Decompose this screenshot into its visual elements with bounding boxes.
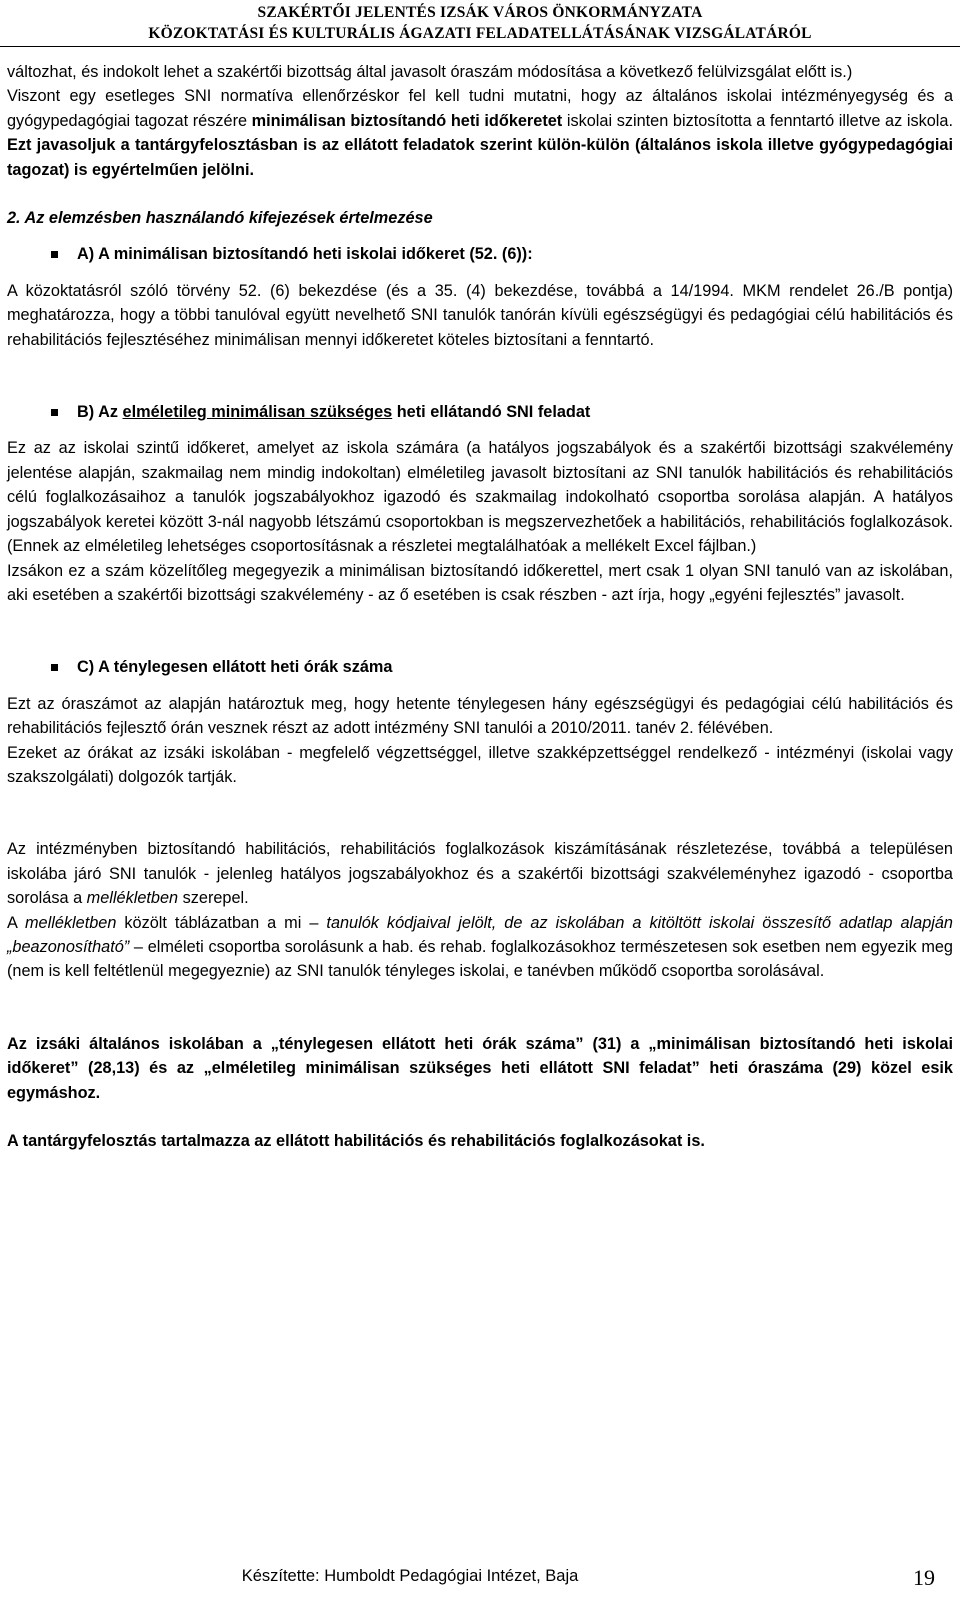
intro-text-2: Viszont egy esetleges SNI normatíva ellenőrzéskor fel kell tudni mutatni, hogy az általános iskolai intézményegység és a gyógypedagógiai tagozat részére <box>7 87 953 130</box>
bullet-c <box>7 655 953 679</box>
d2-italic-note: tanulók kódjaival jelölt, de az iskolában a kitöltött iskolai összesítő adatlap alapján „beazonosítható” <box>7 913 953 956</box>
bullet-c-title: C) A ténylegesen ellátott heti órák száma <box>77 658 393 677</box>
final-text: A tantárgyfelosztás tartalmazza az ellátott habilitációs és rehabilitációs foglalkozásokat is. <box>7 1132 705 1150</box>
bullet-b-prefix: B) Az <box>77 403 123 422</box>
bullet-square-icon <box>51 409 58 416</box>
d2-text-5: – elméleti csoportba sorolásunk a hab. és rehab. foglalkozásokhoz természetesen sok esetben nem egyezik meg (nem is kell feltétlenül megegyeznie) az SNI tanulók tényleges iskolai, e tanévben működő csoportba sorolásával. <box>7 937 953 981</box>
header-line-1: SZAKÉRTŐI JELENTÉS IZSÁK VÁROS ÖNKORMÁNYZATA <box>257 4 703 21</box>
intro-text-bold: minimálisan biztosítandó heti időkeretet <box>251 111 563 130</box>
bullet-square-icon <box>51 251 58 258</box>
bullet-square-icon <box>51 664 58 671</box>
bullet-a-title: A) A minimálisan biztosítandó heti iskolai időkeret (52. (6)): <box>77 245 533 264</box>
page-number: 19 <box>913 1565 935 1590</box>
d1-attachment: mellékletben <box>86 889 179 908</box>
d1-text-1: Az intézményben biztosítandó habilitációs, rehabilitációs foglalkozások kiszámításának részletezése, továbbá a településen iskolába járó SNI tanulók - jelenleg hatályos jogszabályokhoz és a szakértői bizottsági szakvéleményhez igazodó - csoportba sorolása a <box>7 840 953 908</box>
document-body <box>7 60 953 1153</box>
intro-recommendation: Ezt javasoljuk a tantárgyfelosztásban is az ellátott feladatok szerint külön-külön (általános iskola illetve gyógypedagógiai tagozat) is egyértelműen jelölni. <box>7 136 953 179</box>
section-2-title: 2. Az elemzésben használandó kifejezések értelmezése <box>7 209 433 228</box>
document-header <box>0 2 960 44</box>
bullet-b-underlined: elméletileg minimálisan szükséges <box>122 403 393 422</box>
paragraph-b-2: Izsákon ez a szám közelítőleg megegyezik a minimálisan biztosítandó időkerettel, mert csak 1 olyan SNI tanuló van az iskolában, aki esetében a szakértői bizottsági szakvélemény - az ő esetében is csak részben - azt írja, hogy „egyéni fejlesztés” javasolt. <box>7 561 953 604</box>
d2-attachment: mellékletben <box>24 913 117 932</box>
summary-text: Az izsáki általános iskolában a „ténylegesen ellátott heti órák száma” (31) a „minimálisan biztosítandó heti iskolai időkeret” (28,13) és az „elméletileg minimálisan szükséges heti ellátott SNI feladat” heti óraszáma (29) közel esik egymáshoz. <box>7 1034 953 1102</box>
header-rule <box>0 46 960 47</box>
d2-text-1: A <box>7 913 25 932</box>
d1-text-3: szerepel. <box>178 889 249 908</box>
paragraph-summary <box>7 1032 953 1105</box>
header-line-2: KÖZOKTATÁSI ÉS KULTURÁLIS ÁGAZATI FELADATELLÁTÁSÁNAK VIZSGÁLATÁRÓL <box>148 25 812 42</box>
bullet-b-suffix: heti ellátandó SNI feladat <box>392 403 591 422</box>
paragraph-a: A közoktatásról szóló törvény 52. (6) bekezdése (és a 35. (4) bekezdése, továbbá a 14/1994. MKM rendelet 26./B pontja) meghatározza, hogy a többi tanulóval együtt nevelhető SNI tanulók tanórán kívüli egészségügyi és pedagógiai célú habilitációs és rehabilitációs fejlesztéséhez minimálisan mennyi időkeretet köteles biztosítani a fenntartó. <box>7 281 953 349</box>
paragraph-d-2 <box>7 911 953 984</box>
paragraph-intro <box>7 60 953 182</box>
bullet-b <box>7 400 953 424</box>
intro-text-1: változhat, és indokolt lehet a szakértői bizottság által javasolt óraszám módosítása a következő felülvizsgálat előtt is.) <box>7 63 853 81</box>
paragraph-d-1 <box>7 837 953 910</box>
intro-text-3: iskolai szinten biztosította a fenntartó illetve az iskola. <box>562 111 953 130</box>
d2-text-3: közölt táblázatban a mi – <box>116 913 327 932</box>
paragraph-b-1: Ez az az iskolai szintű időkeret, amelyet az iskola számára (a hatályos jogszabályok és a szakértői bizottsági szakvélemény jelentése alapján, szakmailag nem mindig indokoltan) elméletileg javasolt biztosítani az SNI tanulók habilitációs és rehabilitációs célú foglalkozásaihoz a tanulók jogszabályokhoz igazodó és szakmailag indokolható csoportba sorolása alapján. A hatályos jogszabályok keretei között 3-nál nagyobb létszámú csoportokban is megszervezhetőek a habilitációs, rehabilitációs foglalkozások. (Ennek az elméletileg lehetséges csoportosításnak a részletei megtalálhatóak a mellékelt Excel fájlban.) <box>7 439 953 556</box>
paragraph-c-1: Ezt az óraszámot az alapján határoztuk meg, hogy hetente ténylegesen hány egészségügyi és pedagógiai célú habilitációs és rehabilitációs fejlesztő órán vesznek részt az adott intézmény SNI tanulói a 2010/2011. tanév 2. félévében. <box>7 694 953 738</box>
footer-author: Készítette: Humboldt Pedagógiai Intézet, Baja <box>241 1567 579 1585</box>
paragraph-c-2: Ezeket az órákat az izsáki iskolában - megfelelő végzettséggel, illetve szakképzettséggel rendelkező - intézményi (iskolai vagy szakszolgálati) dolgozók tartják. <box>7 743 953 786</box>
paragraph-final <box>7 1129 953 1153</box>
bullet-a <box>7 242 953 266</box>
